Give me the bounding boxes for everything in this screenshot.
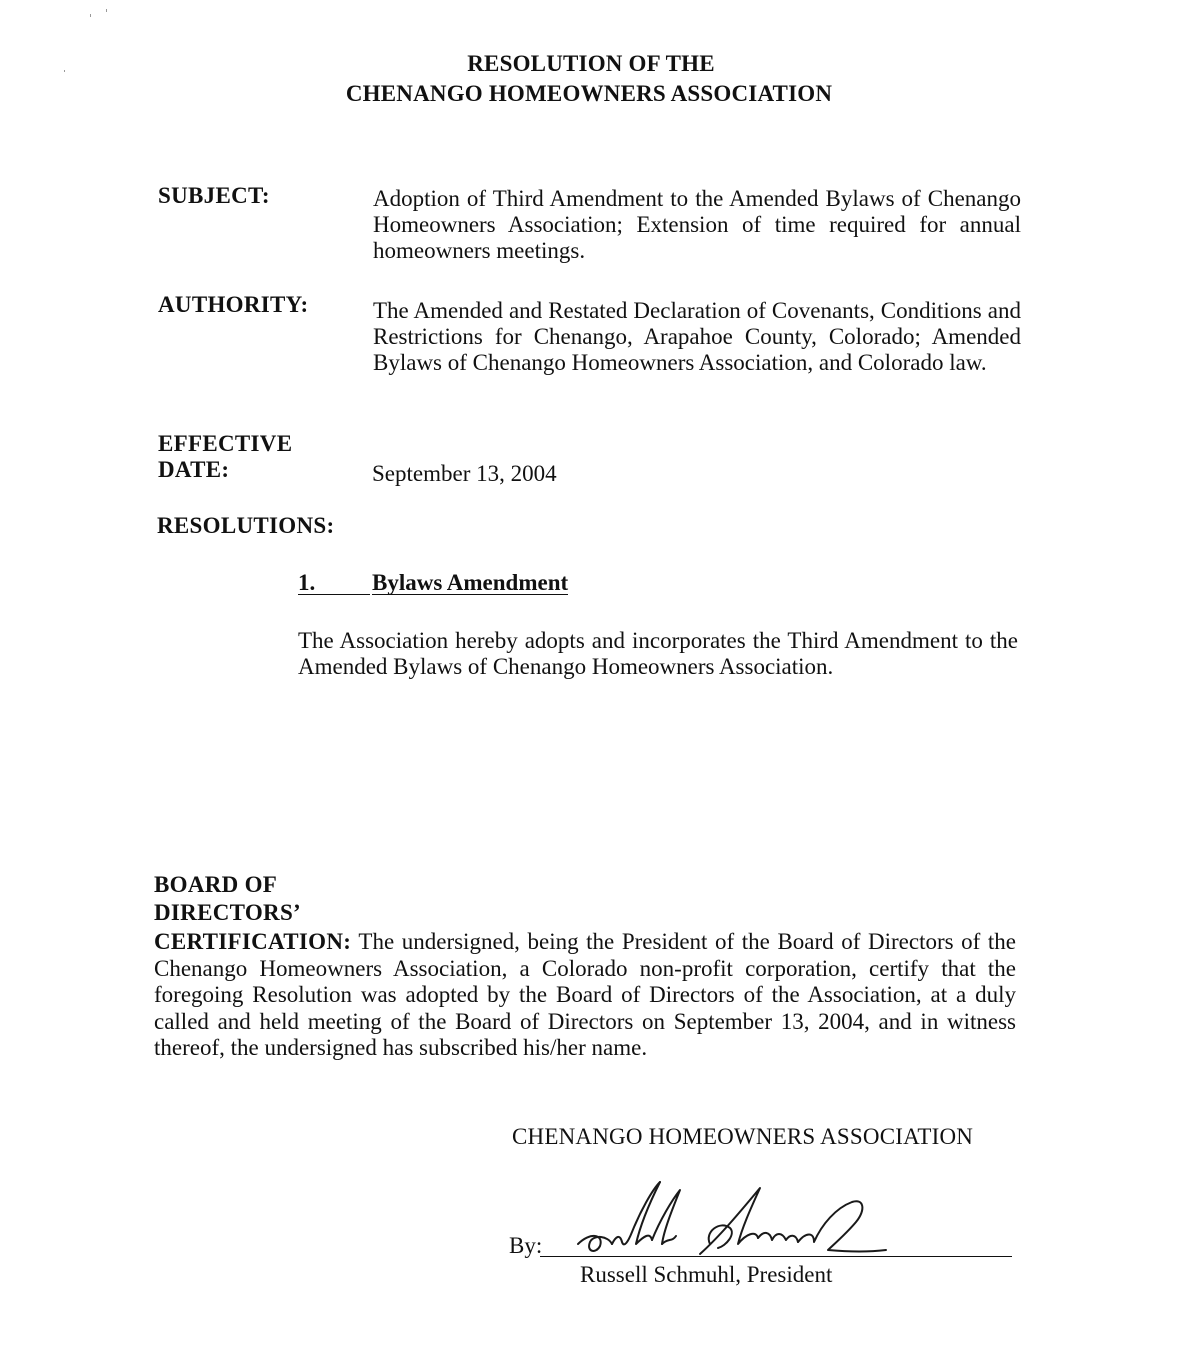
certification-paragraph xyxy=(154,929,1016,1062)
resolution-item-body: The Association hereby adopts and incorporates the Third Amendment to the Amended Bylaws of Chenango Homeowners Association. xyxy=(298,628,1018,679)
scan-speck xyxy=(90,14,91,17)
resolution-item-number: 1. xyxy=(298,572,370,595)
resolutions-label: RESOLUTIONS: xyxy=(157,513,335,538)
effective-date-value: September 13, 2004 xyxy=(372,461,557,486)
authority-label: AUTHORITY: xyxy=(158,292,309,317)
signer-name-title: Russell Schmuhl, President xyxy=(580,1262,833,1287)
authority-text: The Amended and Restated Declaration of Covenants, Conditions and Restrictions for Chenango, Arapahoe County, Colorado; Amended Bylaws of Chenango Homeowners Association, and Colorado law. xyxy=(373,298,1021,375)
subject-label: SUBJECT: xyxy=(158,183,270,208)
scan-speck xyxy=(106,9,107,12)
document-title-line-1: RESOLUTION OF THE xyxy=(467,51,715,76)
resolution-item-title: Bylaws Amendment xyxy=(372,570,569,595)
certification-label-line-2: DIRECTORS’ xyxy=(154,900,301,925)
certification-label-line-3: CERTIFICATION: xyxy=(154,929,352,954)
signature-organization: CHENANGO HOMEOWNERS ASSOCIATION xyxy=(512,1124,974,1149)
by-label: By: xyxy=(509,1233,543,1258)
certification-label-line-1: BOARD OF xyxy=(154,872,278,897)
effective-date-label-line-1: EFFECTIVE xyxy=(158,431,293,456)
certification-text: The undersigned, being the President of the Board of Directors of the Chenango Homeowners Association, a Colorado non-profit corporation, certify that the foregoing Resolution was adopted by the Board of Directors of the Association, at a duly called and held meeting of the Board of Directors on September 13, 2004, and in witness thereof, the undersigned has subscribed his/her name. xyxy=(154,929,1016,1060)
subject-text: Adoption of Third Amendment to the Amended Bylaws of Chenango Homeowners Association; Extension of time required for annual homeowners meetings. xyxy=(373,186,1021,263)
document-title-line-2: CHENANGO HOMEOWNERS ASSOCIATION xyxy=(345,81,833,106)
effective-date-label-line-2: DATE: xyxy=(158,457,230,482)
